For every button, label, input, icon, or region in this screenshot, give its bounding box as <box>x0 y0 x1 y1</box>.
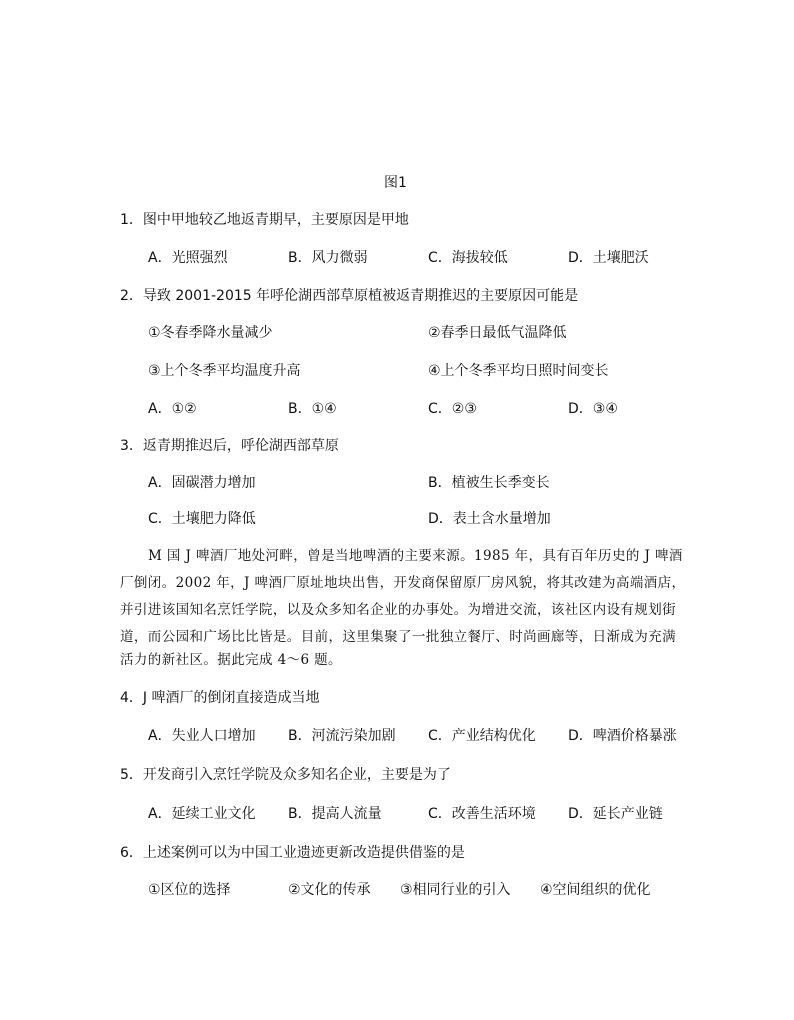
question-3-stem: 3．返青期推迟后，呼伦湖西部草原 <box>120 438 339 454</box>
question-2-item-3: ③上个冬季平均温度升高 <box>148 363 301 379</box>
question-4-option-d: D．啤酒价格暴涨 <box>568 728 677 744</box>
question-2-item-2: ②春季日最低气温降低 <box>428 325 567 341</box>
question-2-item-4: ④上个冬季平均日照时间变长 <box>428 363 609 379</box>
question-2-option-b: B．①④ <box>288 401 337 417</box>
question-5-option-a: A．延续工业文化 <box>148 806 256 822</box>
question-3-option-b: B．植被生长季变长 <box>428 475 550 491</box>
question-2-stem: 2．导致 2001-2015 年呼伦湖西部草原植被返青期推迟的主要原因可能是 <box>120 288 579 304</box>
question-3-option-d: D．表土含水量增加 <box>428 511 551 527</box>
question-1-stem: 1．图中甲地较乙地返青期早，主要原因是甲地 <box>120 212 409 228</box>
question-1-option-a: A．光照强烈 <box>148 250 228 266</box>
passage-line-3: 并引进该国知名烹饪学院，以及众多知名企业的办事处。为增进交流，该社区内设有规划街 <box>120 602 676 618</box>
question-2-option-c: C．②③ <box>428 401 477 417</box>
question-4-stem: 4．J 啤酒厂的倒闭直接造成当地 <box>120 690 320 706</box>
question-1-option-d: D．土壤肥沃 <box>568 250 649 266</box>
passage-line-2: 厂倒闭。2002 年，J 啤酒厂原址地块出售，开发商保留原厂房风貌，将其改建为高端酒店， <box>120 575 686 591</box>
question-6-item-4: ④空间组织的优化 <box>540 882 651 898</box>
question-4-option-a: A．失业人口增加 <box>148 728 256 744</box>
question-3-option-c: C．土壤肥力降低 <box>148 511 256 527</box>
question-6-item-3: ③相同行业的引入 <box>400 882 511 898</box>
passage-line-1: M 国 J 啤酒厂地处河畔，曾是当地啤酒的主要来源。1985 年，具有百年历史的 J 啤酒 <box>148 548 683 564</box>
question-6-item-1: ①区位的选择 <box>148 882 231 898</box>
figure-caption: 图1 <box>384 175 407 191</box>
question-5-option-d: D．延长产业链 <box>568 806 663 822</box>
question-1-option-b: B．风力微弱 <box>288 250 368 266</box>
question-2-item-1: ①冬春季降水量减少 <box>148 325 273 341</box>
question-4-option-b: B．河流污染加剧 <box>288 728 396 744</box>
question-3-option-a: A．固碳潜力增加 <box>148 475 256 491</box>
question-5-option-b: B．提高人流量 <box>288 806 382 822</box>
question-6-stem: 6．上述案例可以为中国工业遗迹更新改造提供借鉴的是 <box>120 845 465 861</box>
passage-line-5: 活力的新社区。据此完成 4～6 题。 <box>120 652 342 668</box>
question-5-option-c: C．改善生活环境 <box>428 806 536 822</box>
question-4-option-c: C．产业结构优化 <box>428 728 536 744</box>
question-5-stem: 5．开发商引入烹饪学院及众多知名企业，主要是为了 <box>120 767 451 783</box>
question-1-option-c: C．海拔较低 <box>428 250 508 266</box>
question-6-item-2: ②文化的传承 <box>288 882 371 898</box>
question-2-option-a: A．①② <box>148 401 197 417</box>
question-2-option-d: D．③④ <box>568 401 618 417</box>
passage-line-4: 道，而公园和广场比比皆是。目前，这里集聚了一批独立餐厅、时尚画廊等，日渐成为充满 <box>120 629 676 645</box>
